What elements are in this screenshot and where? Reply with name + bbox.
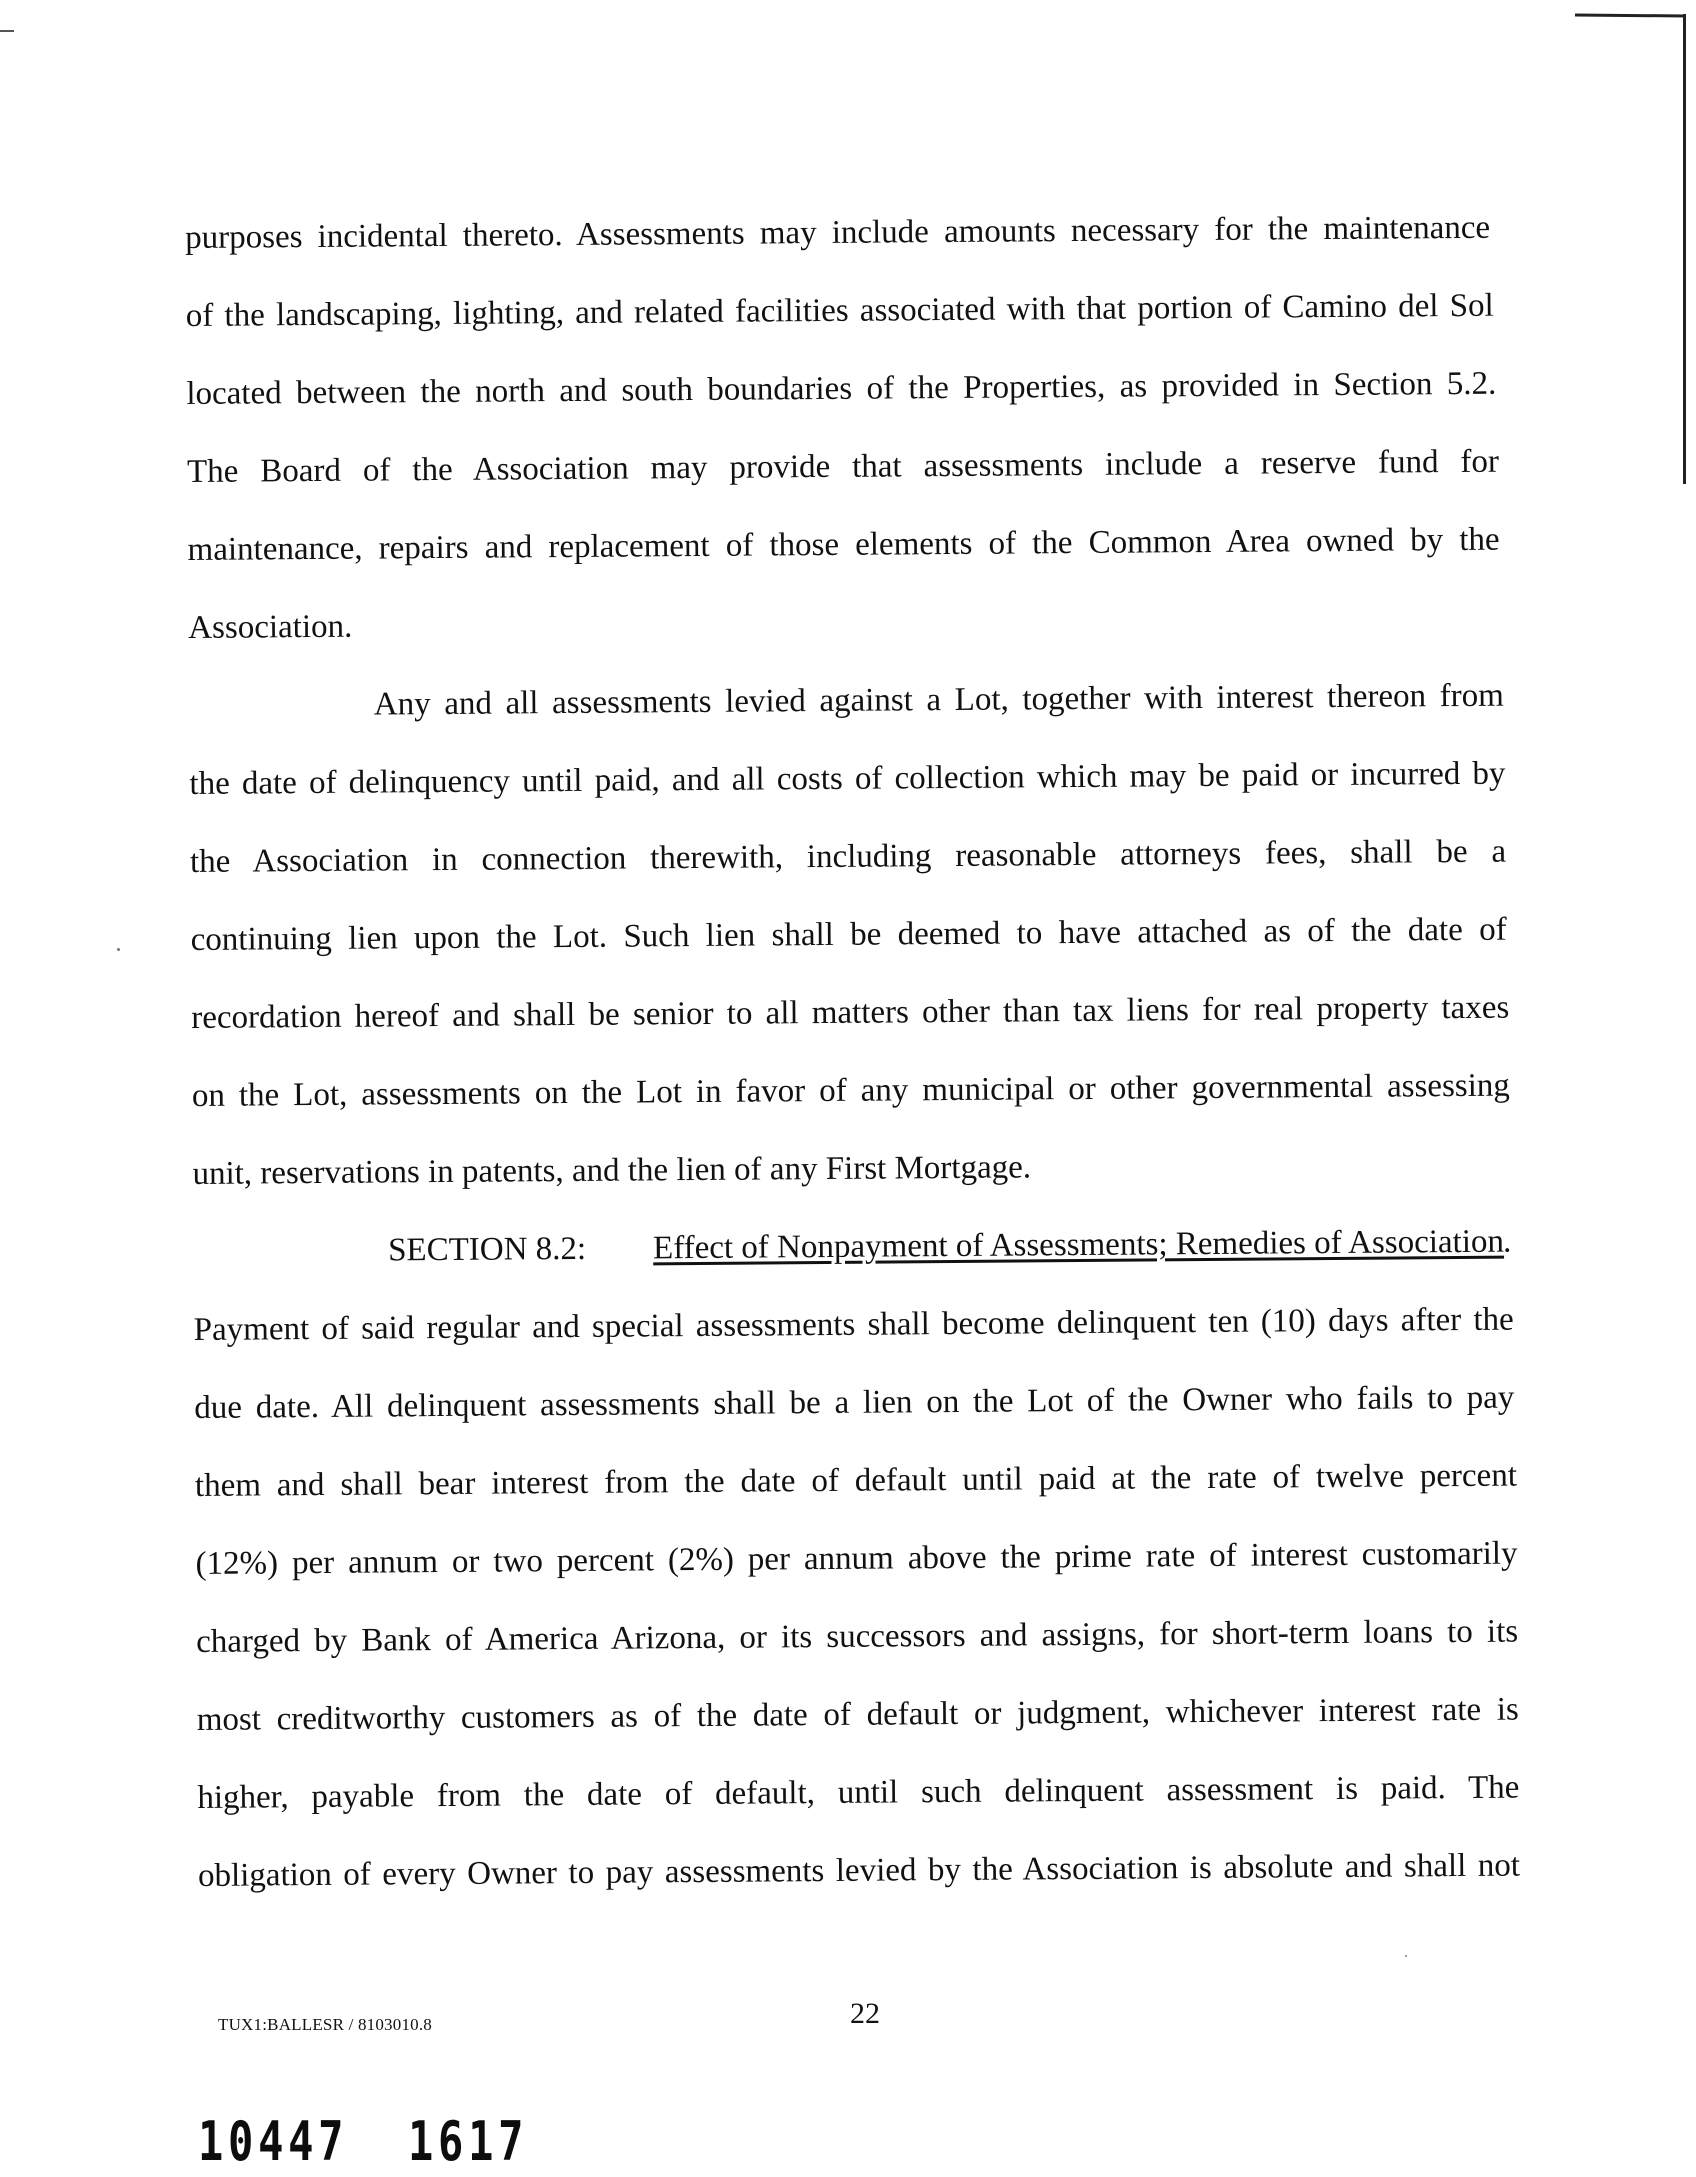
text-line: located between the north and south boundaries of the Properties, as provided in Section 5.2. [186,365,1497,412]
text-line: Any and all assessments levied against a Lot, together with interest thereon from [373,677,1504,723]
text-line: obligation of every Owner to pay assessments levied by the Association is absolute and shall not [197,1847,1521,1894]
text-line: higher, payable from the date of default, until such delinquent assessment is paid. The [197,1769,1520,1816]
text-line: continuing lien upon the Lot. Such lien shall be deemed to have attached as of the date of [190,911,1507,958]
body-text [185,208,1521,1894]
page-number: 22 [850,1997,880,2030]
text-line: due date. All delinquent assessments shall be a lien on the Lot of the Owner who fails to pay [194,1379,1515,1426]
text-line: the date of delinquency until paid, and all costs of collection which may be paid or incurred by [189,755,1506,802]
section-title: Effect of Nonpayment of Assessments; Remedies of Association [652,1223,1505,1267]
text-line: purposes incidental thereto. Assessments may include amounts necessary for the maintenance [185,209,1491,256]
text-line: Payment of said regular and special assessments shall become delinquent ten (10) days after the [193,1301,1514,1348]
recording-book-number: 10447 [198,2110,349,2173]
document-code: TUX1:BALLESR / 8103010.8 [218,2015,432,2034]
text-line: maintenance, repairs and replacement of those elements of the Common Area owned by the [187,521,1500,568]
text-line: most creditworthy customers as of the date of default or judgment, whichever interest rate is [196,1691,1519,1738]
scan-speck [117,948,120,951]
text-line: The Board of the Association may provide that assessments include a reserve fund for [186,443,1500,490]
scan-edge-right [1683,14,1686,484]
text-line: them and shall bear interest from the date of default until paid at the rate of twelve percent [194,1457,1518,1504]
scan-speck [1405,1955,1407,1957]
text-line: on the Lot, assessments on the Lot in favor of any municipal or other governmental assessing [191,1067,1510,1114]
text-line: unit, reservations in patents, and the lien of any First Mortgage. [192,1149,1032,1192]
text-line: Association. [188,608,353,646]
text-line: of the landscaping, lighting, and related facilities associated with that portion of Camino del Sol [185,287,1494,334]
text-line: the Association in connection therewith, including reasonable attorneys fees, shall be a [189,833,1507,880]
section-title-period: . [1502,1223,1512,1260]
section-number: SECTION 8.2: [387,1230,587,1269]
text-line: recordation hereof and shall be senior to all matters other than tax liens for real property taxes [191,989,1510,1036]
text-line: (12%) per annum or two percent (2%) per annum above the prime rate of interest customarily [195,1535,1518,1582]
scan-mark-top-left [0,30,14,32]
scan-edge-top-right [1575,14,1685,18]
recording-page-number: 1617 [408,2110,529,2173]
text-line: charged by Bank of America Arizona, or its successors and assigns, for short-term loans to its [196,1613,1519,1660]
